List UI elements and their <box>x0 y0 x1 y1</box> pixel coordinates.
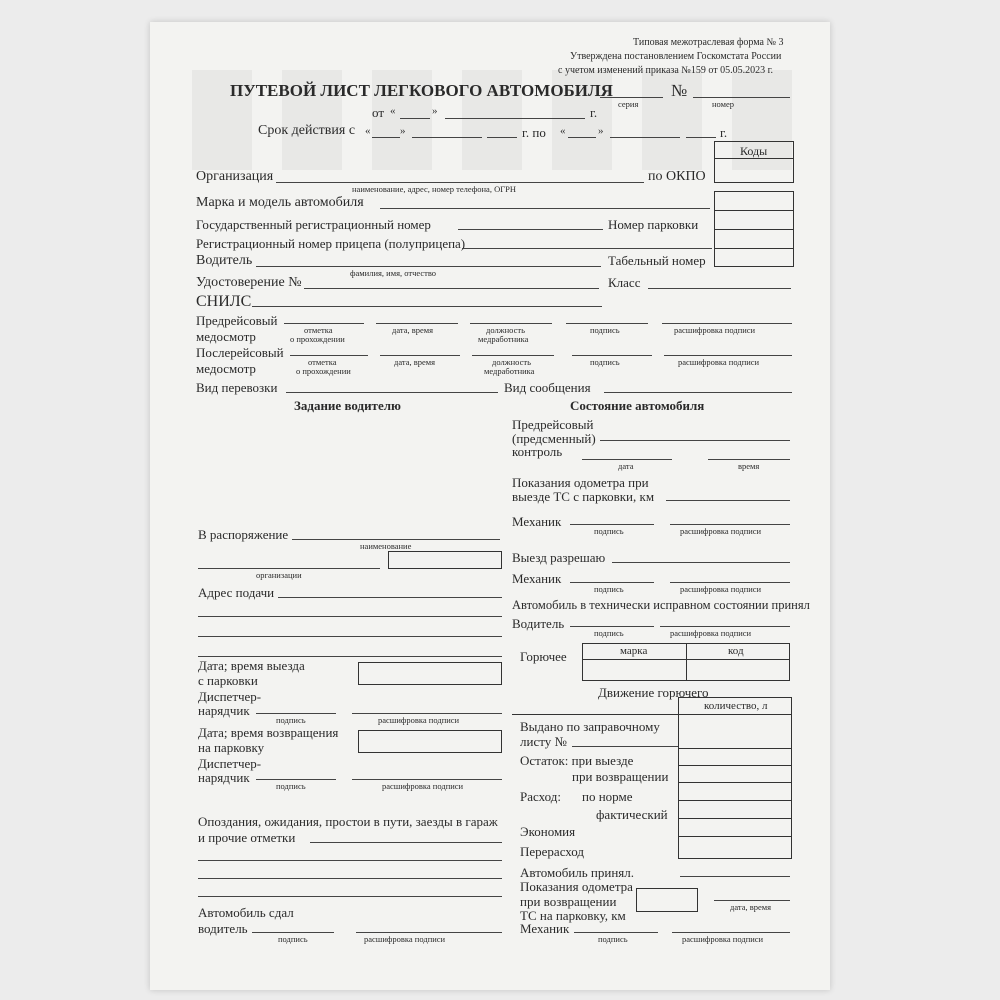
pre-control-date-line[interactable] <box>582 459 672 460</box>
fuel-table-top-line <box>512 714 680 715</box>
codes-divider <box>714 158 794 159</box>
message-type-label: Вид сообщения <box>504 380 591 395</box>
delays-label-2: и прочие отметки <box>198 830 296 845</box>
pre-trip-label-2: медосмотр <box>196 329 256 344</box>
codes-row-divider <box>714 229 794 230</box>
pre-control-line[interactable] <box>600 440 790 441</box>
mechanic-decode-line[interactable] <box>670 524 790 525</box>
mark-hint: о прохождении <box>296 366 351 376</box>
signature-hint: подпись <box>598 934 628 944</box>
dispatcher-label-2: нарядчик <box>198 703 250 718</box>
decode-hint: расшифровка подписи <box>364 934 446 944</box>
mark-hint: отметка <box>304 325 333 335</box>
address-line-1[interactable] <box>278 597 502 598</box>
remaining-label-2: при возвращении <box>572 769 669 784</box>
pre-control-label-2: (предсменный) <box>512 431 596 446</box>
signature-hint: подпись <box>590 357 620 367</box>
post-trip-label-2: медосмотр <box>196 361 256 376</box>
pre-trip-signature-line[interactable] <box>566 323 648 324</box>
departure-allowed-line[interactable] <box>612 562 790 563</box>
odometer-line[interactable] <box>666 500 790 501</box>
mark-hint: отметка <box>308 357 337 367</box>
transport-type-line[interactable] <box>286 392 498 393</box>
decode-hint: расшифровка подписи <box>670 628 752 638</box>
pre-trip-position-line[interactable] <box>470 323 552 324</box>
mark-hint: о прохождении <box>290 334 345 344</box>
driver-label: Водитель <box>512 616 565 631</box>
parking-number-label: Номер парковки <box>608 217 699 232</box>
post-trip-label-1: Послерейсовый <box>196 345 284 360</box>
valid-to-day-line[interactable] <box>568 137 596 138</box>
mechanic-signature-line-2[interactable] <box>570 582 654 583</box>
series-line[interactable] <box>600 97 663 98</box>
decode-hint: расшифровка подписи <box>680 584 762 594</box>
car-handed-label-1: Автомобиль сдал <box>198 905 294 920</box>
delays-line-4[interactable] <box>198 896 502 897</box>
post-trip-position-line[interactable] <box>472 355 554 356</box>
mechanic-label: Механик <box>512 571 562 586</box>
quantity-header: количество, л <box>704 700 768 712</box>
signature-hint: подпись <box>594 628 624 638</box>
dispatcher-label-2: нарядчик <box>198 770 250 785</box>
fuel-table-row-divider <box>678 836 792 837</box>
fuel-table-column-divider <box>686 643 687 681</box>
quote-close: » <box>400 125 406 137</box>
valid-from-day-line[interactable] <box>372 137 400 138</box>
mechanic-label: Механик <box>512 514 562 529</box>
quote-open: « <box>365 125 371 137</box>
date-day-line[interactable] <box>400 118 430 119</box>
dispatcher-label-1: Диспетчер- <box>198 756 262 771</box>
snils-line[interactable] <box>252 306 602 307</box>
state-title: Состояние автомобиля <box>570 398 705 413</box>
return-label-2: на парковку <box>198 740 265 755</box>
departure-label-2: с парковки <box>198 673 258 688</box>
delays-line-2[interactable] <box>198 860 502 861</box>
number-hint: номер <box>712 99 735 109</box>
organization-line[interactable] <box>276 182 644 183</box>
fuel-table-row-divider <box>678 782 792 783</box>
driver-line[interactable] <box>256 266 601 267</box>
pre-trip-mark-line[interactable] <box>284 323 364 324</box>
disposal-org-hint: организации <box>256 570 302 580</box>
decode-hint: расшифровка подписи <box>382 781 464 791</box>
signature-hint: подпись <box>594 526 624 536</box>
document-title: ПУТЕВОЙ ЛИСТ ЛЕГКОВОГО АВТОМОБИЛЯ <box>230 81 613 100</box>
delays-line-1[interactable] <box>310 842 502 843</box>
class-line[interactable] <box>648 288 791 289</box>
organization-name-line[interactable] <box>198 568 380 569</box>
decode-hint: расшифровка подписи <box>680 526 762 536</box>
disposal-name-hint: наименование <box>360 541 412 551</box>
valid-to-month-line[interactable] <box>610 137 680 138</box>
departure-label-1: Дата; время выезда <box>198 658 305 673</box>
accepted-ok-label: Автомобиль в технически исправном состоянии принял <box>512 598 810 612</box>
position-hint: должность <box>492 357 531 367</box>
address-line-2[interactable] <box>198 616 502 617</box>
remaining-label-1: Остаток: при выезде <box>520 753 634 768</box>
driver-label: Водитель <box>196 253 253 268</box>
return-label-1: Дата; время возвращения <box>198 725 339 740</box>
message-type-line[interactable] <box>604 392 792 393</box>
signature-hint: подпись <box>276 715 306 725</box>
signature-hint: подпись <box>594 584 624 594</box>
delays-line-3[interactable] <box>198 878 502 879</box>
disposal-label: В распоряжение <box>198 527 289 542</box>
fuel-table-row-divider <box>678 765 792 766</box>
dispatcher-signature-line[interactable] <box>256 713 336 714</box>
pre-trip-datetime-line[interactable] <box>376 323 458 324</box>
license-line[interactable] <box>304 288 599 289</box>
license-label: Удостоверение № <box>196 275 302 290</box>
odometer-label-2: выезде ТС с парковки, км <box>512 489 655 504</box>
issued-sheet-line[interactable] <box>572 746 678 747</box>
snils-label: СНИЛС <box>196 293 252 310</box>
decode-hint: расшифровка подписи <box>674 325 756 335</box>
pre-control-label-3: контроль <box>512 444 563 459</box>
post-trip-decode-line[interactable] <box>664 355 792 356</box>
car-received-label: Автомобиль принял. <box>520 865 635 880</box>
codes-row-divider <box>714 210 794 211</box>
post-trip-signature-line[interactable] <box>572 355 652 356</box>
reg-number-label: Государственный регистрационный номер <box>196 217 431 232</box>
valid-from-year-line[interactable] <box>487 137 517 138</box>
signature-hint: подпись <box>276 781 306 791</box>
task-title: Задание водителю <box>294 398 401 413</box>
mechanic-signature-line[interactable] <box>570 524 654 525</box>
odometer-return-label-3: ТС на парковку, км <box>520 908 626 923</box>
car-model-line[interactable] <box>380 208 710 209</box>
departure-datetime-box[interactable] <box>358 662 502 685</box>
decode-hint: расшифровка подписи <box>682 934 764 944</box>
dispatcher-signature-line-2[interactable] <box>256 779 336 780</box>
valid-from-month-line[interactable] <box>412 137 482 138</box>
consumption-actual-label: фактический <box>596 807 668 822</box>
fuel-table-row-divider <box>678 800 792 801</box>
odometer-return-label-2: при возвращении <box>520 894 617 909</box>
odometer-label-1: Показания одометра при <box>512 475 649 490</box>
overrun-label: Перерасход <box>520 844 585 859</box>
datetime-hint: дата, время <box>392 325 434 335</box>
date-hint: дата <box>618 461 634 471</box>
year-end: г. <box>720 125 728 140</box>
driver-signature-line[interactable] <box>570 626 654 627</box>
car-received-line[interactable] <box>680 876 790 877</box>
quote-close: » <box>598 125 604 137</box>
issued-label-1: Выдано по заправочному <box>520 719 660 734</box>
position-hint: должность <box>486 325 525 335</box>
return-datetime-hint: дата, время <box>730 902 772 912</box>
organization-code-box[interactable] <box>388 551 502 569</box>
fuel-code-header: код <box>728 645 744 657</box>
form-type-label: Типовая межотраслевая форма № 3 <box>633 37 784 48</box>
date-month-line[interactable] <box>445 118 585 119</box>
decode-hint: расшифровка подписи <box>378 715 460 725</box>
economy-label: Экономия <box>520 824 576 839</box>
departure-allowed-label: Выезд разрешаю <box>512 550 606 565</box>
car-handed-label-2: водитель <box>198 921 248 936</box>
codes-header: Коды <box>740 144 768 158</box>
fuel-table-row-divider <box>678 714 792 715</box>
address-label: Адрес подачи <box>198 585 275 600</box>
disposal-line[interactable] <box>292 539 500 540</box>
class-label: Класс <box>608 275 641 290</box>
fuel-quantity-table[interactable] <box>678 697 792 859</box>
dispatcher-decode-line-2[interactable] <box>352 779 502 780</box>
address-line-4[interactable] <box>198 656 502 657</box>
date-from-label: от <box>372 105 385 120</box>
odometer-return-box[interactable] <box>636 888 698 912</box>
approval-line-2: с учетом изменений приказа №159 от 05.05.2023 г. <box>558 65 774 76</box>
address-line-3[interactable] <box>198 636 502 637</box>
datetime-hint: дата, время <box>394 357 436 367</box>
number-sign: № <box>671 81 688 100</box>
pre-control-label-1: Предрейсовый <box>512 417 594 432</box>
validity-label: Срок действия с <box>258 123 356 138</box>
fuel-label: Горючее <box>520 649 567 664</box>
car-handed-signature-line[interactable] <box>252 932 334 933</box>
pre-control-time-line[interactable] <box>708 459 790 460</box>
fuel-table-row-divider <box>678 748 792 749</box>
pre-trip-label-1: Предрейсовый <box>196 313 278 328</box>
mechanic-label: Механик <box>520 921 570 936</box>
transport-type-label: Вид перевозки <box>196 380 278 395</box>
issued-label-2: листу № <box>520 734 567 749</box>
organization-label: Организация <box>196 169 274 184</box>
valid-to-year-line[interactable] <box>686 137 716 138</box>
quote-open: « <box>560 125 566 137</box>
car-handed-decode-line[interactable] <box>356 932 502 933</box>
quote-close: » <box>432 105 438 117</box>
consumption-label: Расход: <box>520 789 561 804</box>
consumption-norm-label: по норме <box>582 789 633 804</box>
year-suffix: г. <box>590 105 598 120</box>
pre-trip-decode-line[interactable] <box>662 323 792 324</box>
trailer-number-line[interactable] <box>462 248 712 249</box>
decode-hint: расшифровка подписи <box>678 357 760 367</box>
quote-open: « <box>390 105 396 117</box>
codes-row-divider <box>714 248 794 249</box>
okpo-label: по ОКПО <box>648 169 706 184</box>
fuel-brand-header: марка <box>620 645 648 657</box>
time-hint: время <box>738 461 760 471</box>
dispatcher-label-1: Диспетчер- <box>198 689 262 704</box>
signature-hint: подпись <box>590 325 620 335</box>
position-hint: медработника <box>478 334 529 344</box>
series-hint: серия <box>618 99 639 109</box>
delays-label-1: Опоздания, ожидания, простои в пути, заезды в гараж <box>198 814 498 829</box>
final-mechanic-signature-line[interactable] <box>574 932 658 933</box>
trailer-number-label: Регистрационный номер прицепа (полуприцепа) <box>196 236 466 251</box>
driver-hint: фамилия, имя, отчество <box>350 268 437 278</box>
approval-line-1: Утверждена постановлением Госкомстата России <box>570 51 782 62</box>
position-hint: медработника <box>484 366 535 376</box>
fuel-movement-title: Движение горючего <box>598 685 709 700</box>
year-by-label: г. по <box>522 125 546 140</box>
fuel-table-row-divider <box>678 818 792 819</box>
return-datetime-box[interactable] <box>358 730 502 753</box>
post-trip-datetime-line[interactable] <box>380 355 460 356</box>
mechanic-decode-line-2[interactable] <box>670 582 790 583</box>
car-model-label: Марка и модель автомобиля <box>196 195 364 210</box>
organization-hint: наименование, адрес, номер телефона, ОГРН <box>352 184 516 194</box>
signature-hint: подпись <box>278 934 308 944</box>
odometer-return-label-1: Показания одометра <box>520 879 633 894</box>
dispatcher-decode-line[interactable] <box>352 713 502 714</box>
reg-number-line[interactable] <box>458 229 603 230</box>
personnel-number-label: Табельный номер <box>608 253 706 268</box>
final-mechanic-decode-line[interactable] <box>672 932 790 933</box>
return-datetime-line[interactable] <box>714 900 790 901</box>
driver-decode-line[interactable] <box>660 626 790 627</box>
post-trip-mark-line[interactable] <box>290 355 368 356</box>
number-line[interactable] <box>693 97 790 98</box>
